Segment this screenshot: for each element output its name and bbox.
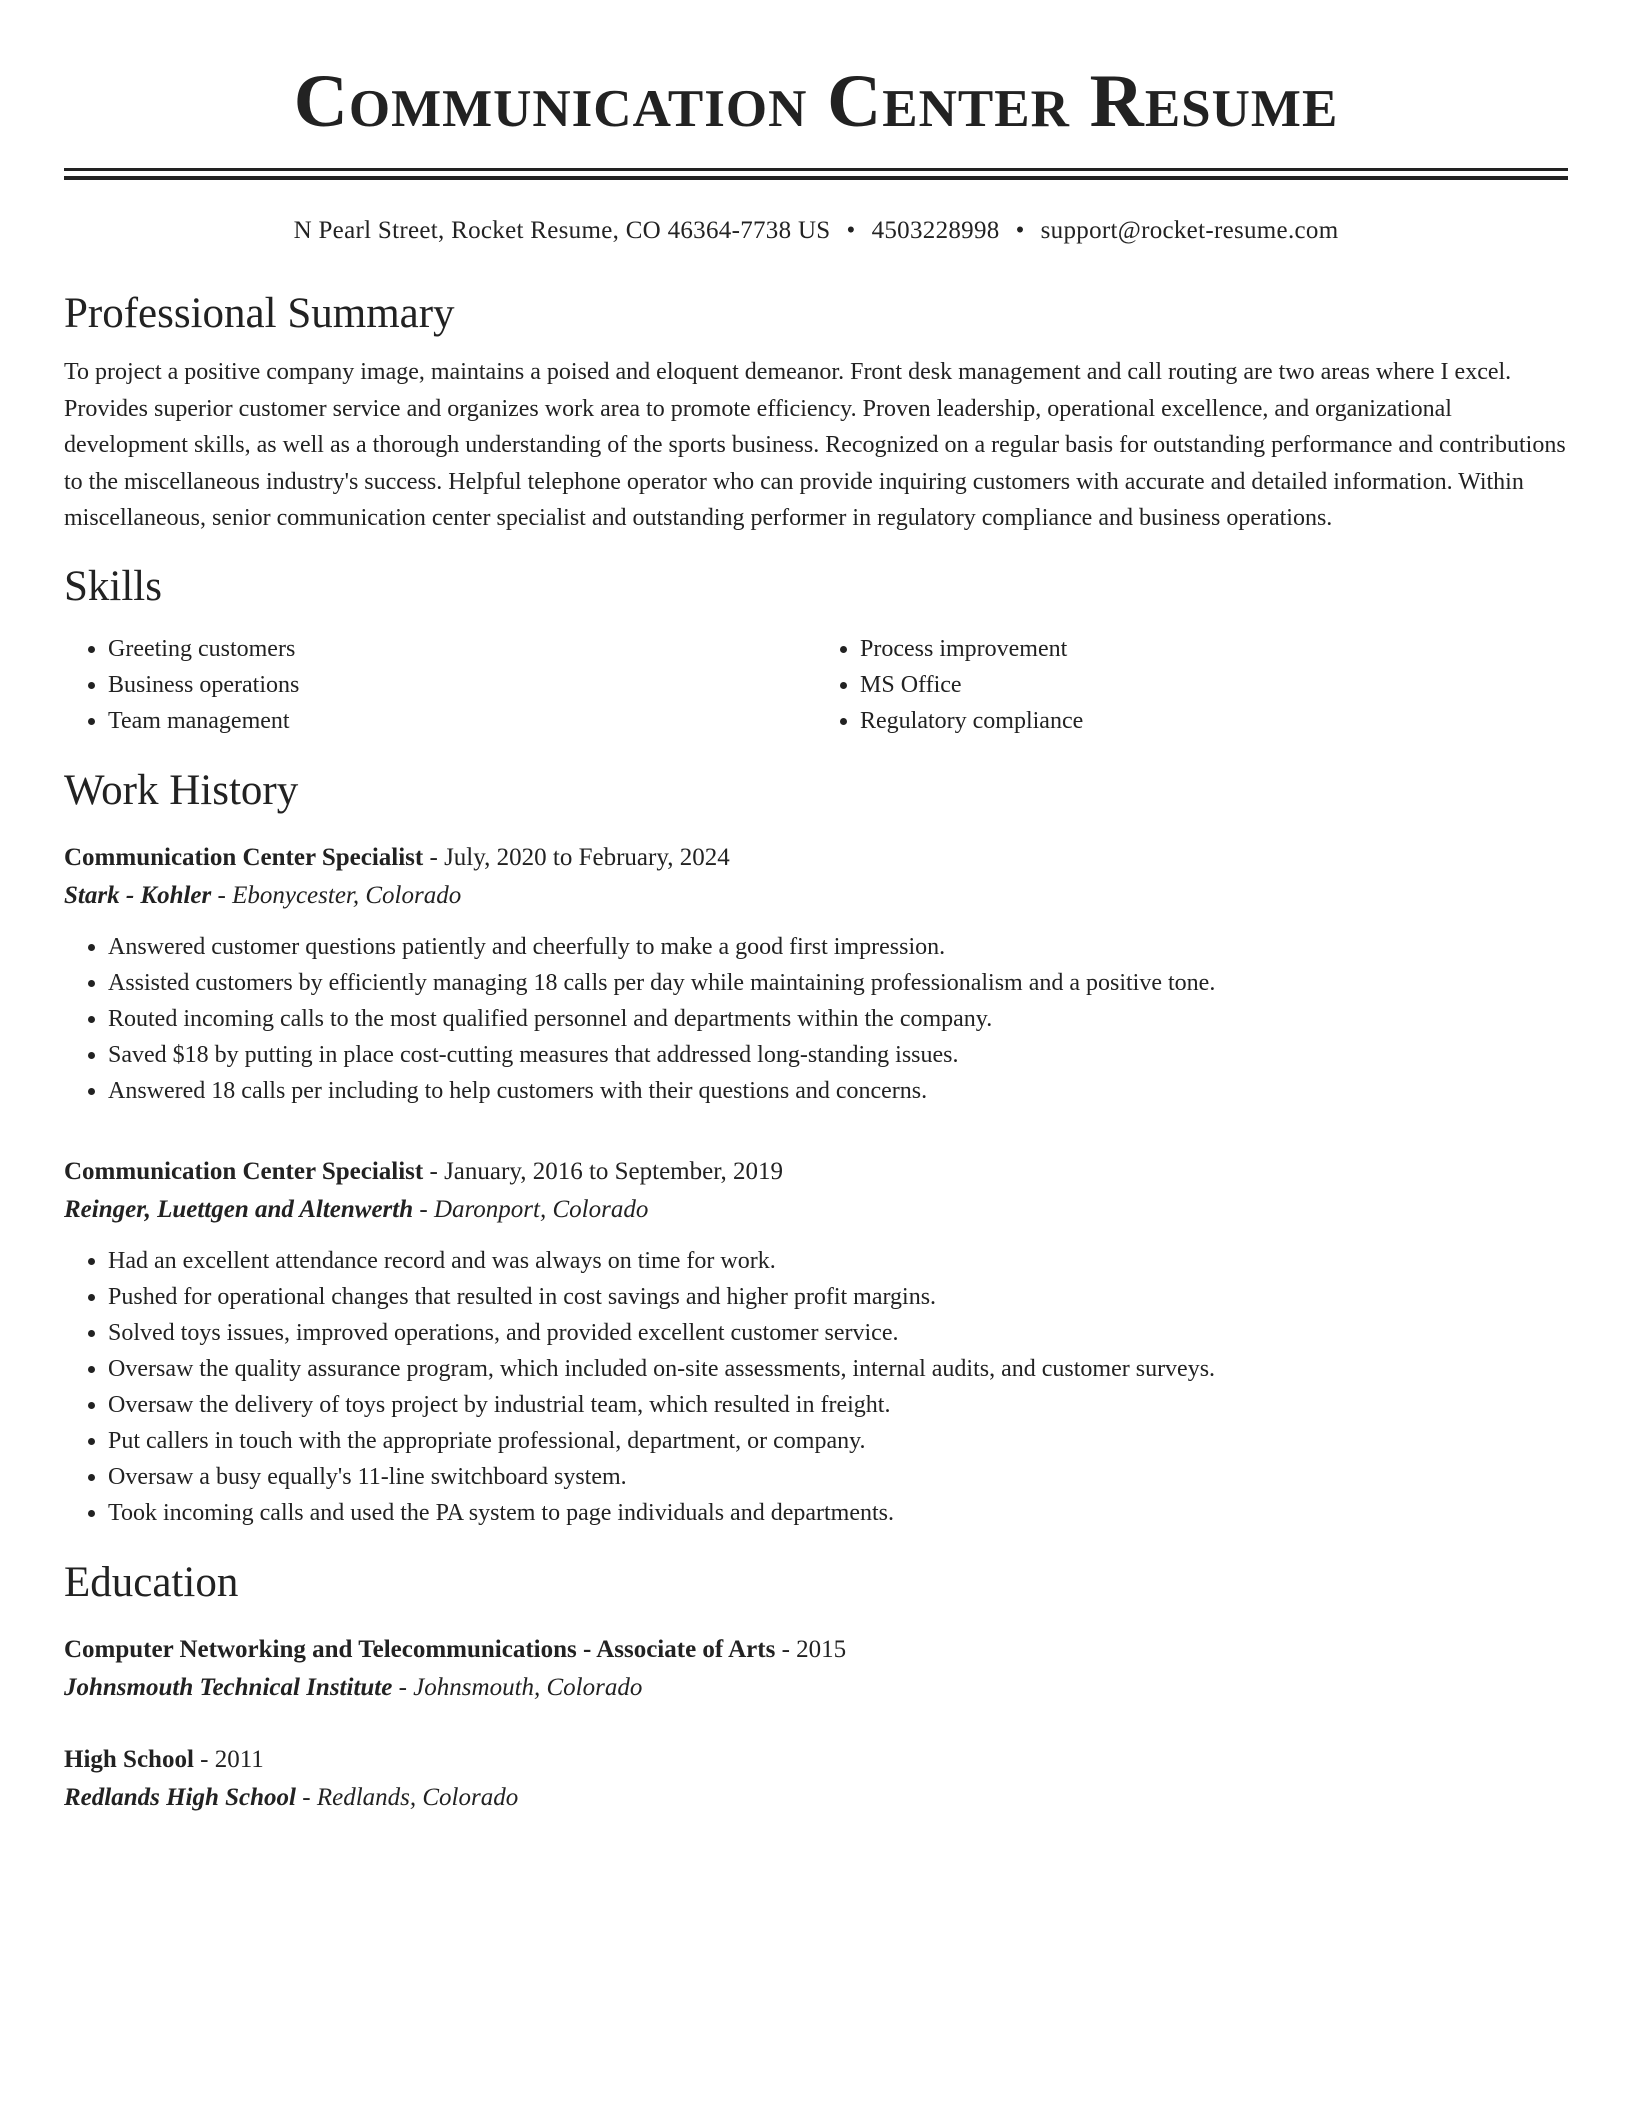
company-location: - Ebonycester, Colorado [211, 881, 462, 909]
skill-item: • Team management [108, 703, 816, 739]
contact-separator: • [846, 217, 856, 244]
job-dates: - July, 2020 to February, 2024 [423, 843, 730, 871]
school-location: - Johnsmouth, Colorado [392, 1673, 643, 1701]
job-bullet: • Assisted customers by efficiently managing 18 calls per day while maintaining professionalism and a positive tone. [108, 965, 1568, 1001]
education-entry [64, 1741, 1568, 1817]
skill-item: • Process improvement [860, 631, 1568, 667]
education-entry [64, 1631, 1568, 1707]
contact-email: support@rocket-resume.com [1040, 217, 1339, 244]
job-title: Communication Center Specialist [64, 843, 424, 871]
skill-item: • Business operations [108, 667, 816, 703]
company-line [64, 1191, 1568, 1229]
job-bullet: • Had an excellent attendance record and was always on time for work. [108, 1243, 1568, 1279]
job-bullet: • Routed incoming calls to the most qualified personnel and departments within the company. [108, 1001, 1568, 1037]
job-bullet: • Pushed for operational changes that resulted in cost savings and higher profit margins. [108, 1279, 1568, 1315]
company-name: Stark - Kohler [64, 881, 212, 909]
summary-heading: Professional Summary [64, 290, 455, 337]
job-bullet: • Saved $18 by putting in place cost-cutting measures that addressed long-standing issues. [108, 1037, 1568, 1073]
school-line [64, 1779, 1568, 1817]
job-entry [64, 1153, 1568, 1531]
job-bullet: • Oversaw the delivery of toys project by industrial team, which resulted in freight. [108, 1387, 1568, 1423]
company-line [64, 877, 1568, 915]
job-title: Communication Center Specialist [64, 1157, 424, 1185]
skills-column-right [816, 631, 1568, 739]
contact-address: N Pearl Street, Rocket Resume, CO 46364-7738 US [293, 217, 831, 244]
school-name: Johnsmouth Technical Institute [64, 1673, 393, 1701]
title-divider [64, 168, 1568, 180]
contact-separator: • [1015, 217, 1025, 244]
page-title: Communication Center Resume [293, 60, 1339, 143]
skills-heading: Skills [64, 562, 162, 610]
job-entry [64, 839, 1568, 1109]
summary-text: To project a positive company image, maintains a poised and eloquent demeanor. Front desk management and call routing are two areas where I excel. Provides superior customer service and organizes work area to promote efficiency. Proven leadership, operational excellence, and organizational development skills, as well as a thorough understanding of the sports business. Recognized on a regular basis for outstanding performance and contributions to the miscellaneous industry's success. Helpful telephone operator who can provide inquiring customers with accurate and detailed information. Within miscellaneous, senior communication center specialist and outstanding performer in regulatory compliance and business operations. [64, 359, 1566, 531]
degree-line [64, 1631, 1568, 1669]
job-bullet: • Oversaw the quality assurance program, which included on-site assessments, internal audits, and customer surveys. [108, 1351, 1568, 1387]
degree-year: - 2011 [193, 1745, 264, 1773]
job-title-line [64, 1153, 1568, 1191]
contact-line [64, 214, 1568, 248]
school-name: Redlands High School [64, 1783, 296, 1811]
degree-line [64, 1741, 1568, 1779]
skills-list [64, 631, 1568, 739]
skill-item: • Greeting customers [108, 631, 816, 667]
job-bullets [64, 929, 1568, 1109]
degree-name: Computer Networking and Telecommunications - Associate of Arts [64, 1635, 776, 1663]
company-name: Reinger, Luettgen and Altenwerth [64, 1195, 414, 1223]
work-history-heading: Work History [64, 766, 299, 814]
job-bullet: • Oversaw a busy equally's 11-line switchboard system. [108, 1459, 1568, 1495]
contact-phone: 4503228998 [871, 217, 1000, 244]
degree-year: - 2015 [775, 1635, 847, 1663]
school-location: - Redlands, Colorado [296, 1783, 519, 1811]
resume-page [64, 0, 1568, 1817]
skill-item: • Regulatory compliance [860, 703, 1568, 739]
skill-item: • MS Office [860, 667, 1568, 703]
job-title-line [64, 839, 1568, 877]
school-line [64, 1669, 1568, 1707]
job-bullet: • Took incoming calls and used the PA system to page individuals and departments. [108, 1495, 1568, 1531]
job-bullet: • Put callers in touch with the appropriate professional, department, or company. [108, 1423, 1568, 1459]
job-bullet: • Answered customer questions patiently and cheerfully to make a good first impression. [108, 929, 1568, 965]
job-dates: - January, 2016 to September, 2019 [423, 1157, 784, 1185]
skills-column-left [64, 631, 816, 739]
job-bullets [64, 1243, 1568, 1531]
degree-name: High School [64, 1745, 194, 1773]
education-heading: Education [64, 1558, 239, 1606]
job-bullet: • Solved toys issues, improved operations, and provided excellent customer service. [108, 1315, 1568, 1351]
job-bullet: • Answered 18 calls per including to help customers with their questions and concerns. [108, 1073, 1568, 1109]
company-location: - Daronport, Colorado [413, 1195, 649, 1223]
